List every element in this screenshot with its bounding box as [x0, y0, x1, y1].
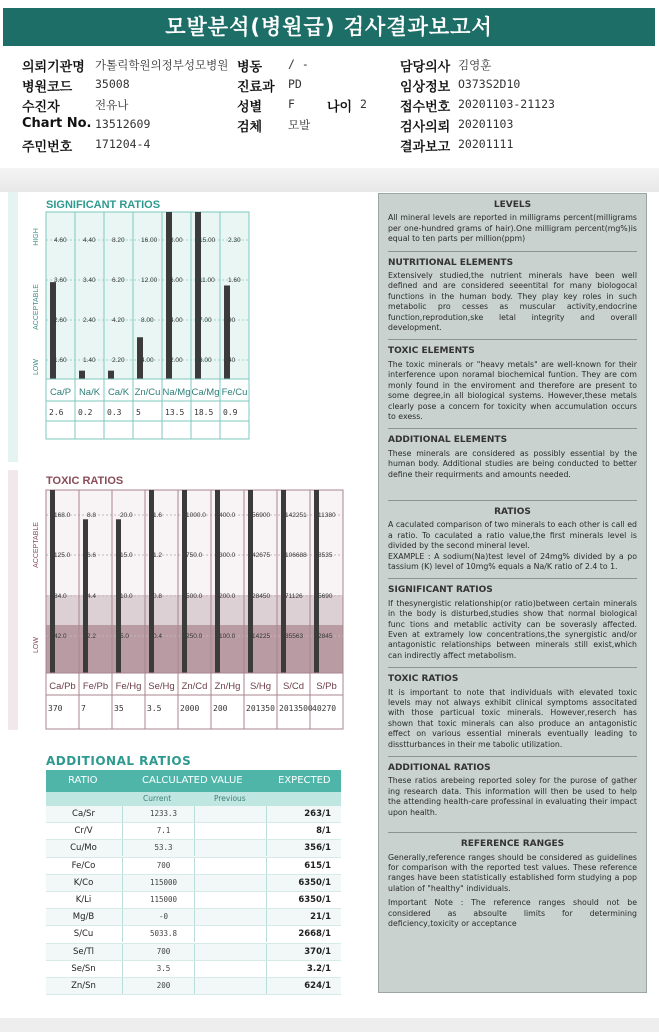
- additional-ratios-text: These ratios arebeing reported soley for the purose of gather ing research data. This information will then be used to help the attending health-care professinal in evaluating their impact upon health.: [388, 776, 637, 817]
- scale-tick: 2.60: [54, 317, 67, 324]
- explanation-panel: [378, 193, 647, 993]
- scale-tick: 106688: [285, 552, 307, 559]
- cell-divider: [122, 978, 123, 994]
- scale-tick: 2.20: [112, 357, 125, 364]
- current-cell: -0: [158, 912, 169, 922]
- cell-divider: [266, 806, 267, 822]
- category-label: Ca/P: [49, 387, 72, 398]
- cell-divider: [266, 875, 267, 891]
- cell-divider: [122, 892, 123, 908]
- ratio-cell: Ca/Sr: [72, 809, 95, 819]
- age-label: 나이: [327, 100, 353, 115]
- current-cell: 115000: [149, 894, 178, 904]
- significant-ratios-svg: [8, 192, 348, 472]
- levels-text: All mineral levels are reported in milligrams percent(milligrams per one-hundred grams of hair).One milligram percent(mg%)is equal to ten parts per million(ppm): [388, 213, 637, 244]
- category-label: Na/K: [78, 387, 101, 398]
- toxic-heading: TOXIC ELEMENTS: [388, 346, 475, 357]
- value-label: 0.3: [107, 408, 122, 417]
- cell-divider: [266, 926, 267, 942]
- receipt-label: 접수번호: [400, 100, 451, 115]
- scale-tick: 2.2: [87, 633, 97, 640]
- value-label: 18.5: [194, 408, 214, 417]
- ward-label: 병동: [237, 60, 263, 75]
- table-row: [46, 840, 341, 857]
- footer-band: [0, 1018, 659, 1032]
- cell-divider: [194, 892, 195, 908]
- scale-tick: 2.00: [170, 357, 183, 364]
- ward-value: / -: [288, 57, 309, 71]
- table-row: [46, 978, 341, 995]
- specimen-label: 검체: [237, 120, 263, 135]
- cell-divider: [122, 858, 123, 874]
- doctor-value: 김영훈: [458, 58, 492, 72]
- bar-na-k: [79, 371, 85, 379]
- expected-cell: 615/1: [304, 860, 331, 871]
- clinical-label: 임상정보: [400, 80, 451, 95]
- cell-divider: [266, 823, 267, 839]
- table-row: [46, 961, 341, 978]
- expected-cell: 8/1: [316, 826, 331, 837]
- scale-tick: 200.0: [219, 593, 236, 600]
- current-cell: 200: [156, 980, 171, 990]
- zone-label-acceptable: ACCEPTABLE: [33, 284, 40, 330]
- value-label: 40270: [312, 704, 337, 713]
- category-label: S/Pb: [316, 681, 337, 692]
- value-label: 201350: [246, 704, 275, 713]
- cell-divider: [266, 978, 267, 994]
- ratio-cell: K/Co: [73, 877, 94, 888]
- scale-tick: 1.2: [153, 552, 163, 559]
- bar-ca-p: [50, 282, 56, 379]
- category-label: Se/Hg: [148, 681, 175, 692]
- category-label: Zn/Cu: [134, 387, 161, 398]
- scale-tick: 5690: [318, 593, 333, 600]
- current-cell: 7.1: [156, 826, 171, 836]
- value-label: 5: [136, 408, 141, 417]
- scale-tick: 4.40: [83, 237, 96, 244]
- ratio-cell: Mg/B: [72, 912, 95, 923]
- scale-tick: 8.00: [141, 317, 154, 324]
- ratio-cell: Cu/Mo: [70, 843, 97, 854]
- value-label: 13.5: [165, 408, 185, 417]
- hospital-code-value: 35008: [95, 77, 130, 91]
- scale-tick: 4.20: [112, 317, 125, 324]
- scale-tick: 15.0: [120, 552, 133, 559]
- scale-tick: 168.0: [54, 512, 71, 519]
- scale-tick: 400.0: [219, 512, 236, 519]
- ratio-cell: Cr/V: [74, 826, 93, 837]
- ratios-heading: RATIOS: [494, 506, 531, 517]
- section-divider: [0, 168, 659, 192]
- table-row: [46, 944, 341, 961]
- scale-tick: 6.6: [87, 552, 97, 559]
- scale-tick: 84.0: [54, 593, 67, 600]
- scale-tick: 12.00: [141, 277, 158, 284]
- hospital-code-label: 병원코드: [22, 80, 73, 95]
- cell-divider: [122, 806, 123, 822]
- scale-tick: 16.00: [141, 237, 158, 244]
- sub-current: Current: [143, 794, 172, 803]
- cell-divider: [122, 875, 123, 891]
- cell-divider: [266, 944, 267, 960]
- scale-tick: 40: [228, 357, 236, 364]
- scale-tick: 142251: [285, 512, 307, 519]
- toxic-ratios-svg: [8, 470, 350, 740]
- cell-divider: [194, 926, 195, 942]
- cell-divider: [194, 978, 195, 994]
- zone-acceptable-bg: [46, 490, 343, 595]
- value-label: 2.6: [49, 408, 64, 417]
- scale-tick: 3.60: [54, 277, 67, 284]
- chart-no-label: Chart No.: [22, 116, 92, 131]
- scale-tick: 125.0: [54, 552, 71, 559]
- ratio-cell: Se/Tl: [72, 946, 95, 957]
- cell-divider: [122, 840, 123, 856]
- cell-divider: [266, 961, 267, 977]
- scale-tick: 8.00: [170, 237, 183, 244]
- scale-tick: 1.6: [153, 512, 163, 519]
- scale-tick: 6.00: [170, 277, 183, 284]
- current-cell: 115000: [149, 877, 178, 887]
- cell-divider: [122, 961, 123, 977]
- cell-divider: [194, 823, 195, 839]
- report-title: 모발분석(병원급) 검사결과보고서: [3, 8, 655, 46]
- request-label: 검사의뢰: [400, 120, 451, 135]
- request-value: 20201103: [458, 117, 514, 131]
- scale-tick: 3.40: [83, 277, 96, 284]
- scale-tick: 42.0: [54, 633, 67, 640]
- dept-value: PD: [288, 77, 302, 91]
- category-label: S/Cd: [282, 681, 305, 692]
- scale-tick: 1.40: [83, 357, 96, 364]
- specimen-value: 모발: [288, 118, 311, 132]
- scale-tick: 8.8: [87, 512, 97, 519]
- chart-title: SIGNIFICANT RATIOS: [46, 199, 161, 211]
- cell-divider: [122, 926, 123, 942]
- report-label: 결과보고: [400, 140, 451, 155]
- zone-label-low: LOW: [33, 637, 40, 653]
- sex-value: F: [288, 97, 295, 111]
- sex-label: 성별: [237, 100, 263, 115]
- value-label: 370: [48, 704, 63, 713]
- cell-divider: [194, 909, 195, 925]
- expected-cell: 370/1: [304, 946, 331, 957]
- cell-divider: [266, 909, 267, 925]
- category-label: Fe/Cu: [221, 387, 248, 398]
- scale-tick: 1.60: [228, 277, 241, 284]
- value-label: 2000: [180, 704, 200, 713]
- category-label: Fe/Pb: [82, 681, 109, 692]
- cell-divider: [266, 892, 267, 908]
- cell-divider: [122, 944, 123, 960]
- cell-divider: [194, 944, 195, 960]
- scale-tick: 750.0: [186, 552, 203, 559]
- cell-divider: [194, 961, 195, 977]
- scale-tick: 71126: [285, 593, 303, 600]
- significant-text: If thesynergistic relationship(or ratio)between certain minerals in the body is disturbed,studies show that normal biological func tions and metablic activity can be soverasly affected. Even at extramely low concentrations,the synergistic and/or antagonistic relationships between minerals still exist,which can indirectly affect metabolism.: [388, 598, 637, 660]
- cell-divider: [122, 909, 123, 925]
- expected-cell: 356/1: [304, 843, 331, 854]
- clinical-value: O373S2D10: [458, 77, 521, 91]
- institution-value: 가톨릭학원의정부성모병원: [95, 58, 229, 72]
- cell-divider: [122, 823, 123, 839]
- scale-tick: 1.60: [54, 357, 67, 364]
- table-row: [46, 875, 341, 892]
- dept-label: 진료과: [237, 80, 275, 95]
- scale-tick: 28450: [252, 593, 271, 600]
- patient-info: [0, 54, 659, 164]
- value-label: 35: [114, 704, 124, 713]
- value-label: 200: [213, 704, 228, 713]
- table-row: [46, 806, 341, 823]
- reference-text: Generally,reference ranges should be considered as guidelines for comparison with the reported test values. These reference ranges have been statistically established form studying a pop ulation of "healthy" individuals.: [388, 852, 637, 893]
- scale-tick: 11.00: [199, 277, 215, 284]
- current-cell: 700: [156, 860, 171, 870]
- id-value: 171204-4: [95, 137, 151, 151]
- category-label: Ca/Pb: [49, 681, 76, 692]
- current-cell: 3.5: [156, 963, 171, 973]
- ratios-text: A caculated comparison of two minerals to each other is call ed a ratio. To caculated a ratio value,the first minerals level is divided by the second mineral level.: [388, 520, 637, 551]
- col-calculated: CALCULATED VALUE: [142, 775, 243, 786]
- chart-no-value: 13512609: [95, 117, 151, 131]
- additional-ratios-header: [46, 770, 341, 792]
- additional-ratios-heading: ADDITIONAL RATIOS: [388, 763, 491, 774]
- expected-cell: 3.2/1: [306, 963, 331, 974]
- value-label: 7: [81, 704, 86, 713]
- report-value: 20201111: [458, 137, 514, 151]
- scale-tick: 3.00: [199, 357, 212, 364]
- scale-tick: 8.20: [112, 237, 125, 244]
- category-label: Fe/Hg: [115, 681, 142, 692]
- ratio-cell: K/Li: [75, 894, 92, 905]
- institution-label: 의뢰기관명: [22, 60, 85, 75]
- bar-ca-k: [108, 371, 114, 379]
- scale-tick: 4.4: [87, 593, 97, 600]
- category-label: Zn/Hg: [214, 681, 241, 692]
- expected-cell: 6350/1: [298, 894, 331, 905]
- scale-tick: 300.0: [219, 552, 236, 559]
- chart-title: TOXIC RATIOS: [46, 475, 124, 487]
- cell-divider: [194, 840, 195, 856]
- scale-tick: 4.00: [170, 317, 183, 324]
- scale-tick: 20.0: [120, 512, 133, 519]
- scale-tick: 4.60: [54, 237, 67, 244]
- nutritional-heading: NUTRITIONAL ELEMENTS: [388, 257, 514, 268]
- left-stripe: [8, 192, 18, 462]
- ratio-cell: Zn/Sn: [71, 980, 96, 991]
- scale-tick: 35563: [285, 633, 304, 640]
- patient-label: 수진자: [22, 100, 60, 115]
- scale-tick: 7.00: [199, 317, 212, 324]
- ratios-example: EXAMPLE : A sodium(Na)test level of 24mg% divided by a po tassium (K) level of 10mg% equals a Na/K ratio of 2.4 to 1.: [388, 551, 637, 571]
- table-row: [46, 909, 341, 926]
- cell-divider: [194, 858, 195, 874]
- scale-tick: 1000.0: [186, 512, 206, 519]
- value-label: 0.2: [78, 408, 93, 417]
- category-label: Zn/Cd: [181, 681, 208, 692]
- ratio-cell: S/Cu: [73, 929, 94, 940]
- table-row: [46, 926, 341, 943]
- scale-tick: 0.4: [153, 633, 163, 640]
- scale-tick: 100.0: [219, 633, 236, 640]
- additional-ratios-subheader: [46, 792, 341, 806]
- col-ratio: RATIO: [68, 775, 98, 786]
- category-label: Na/Mg: [162, 387, 191, 398]
- zone-label-high: HIGH: [33, 228, 40, 246]
- ratio-cell: Fe/Co: [71, 860, 96, 871]
- table-row: [46, 858, 341, 875]
- value-label: 2013500: [279, 704, 313, 713]
- receipt-value: 20201103-21123: [458, 97, 555, 111]
- additional-heading: ADDITIONAL ELEMENTS: [388, 435, 508, 446]
- scale-tick: 4.00: [141, 357, 154, 364]
- scale-tick: 2.30: [228, 237, 241, 244]
- zone-label-acceptable: ACCEPTABLE: [33, 522, 40, 568]
- doctor-label: 담당의사: [400, 60, 451, 75]
- scale-tick: 56900: [252, 512, 271, 519]
- value-label: 3.5: [147, 704, 162, 713]
- table-row: [46, 823, 341, 840]
- zone-label-low: LOW: [33, 359, 40, 375]
- value-label: 0.9: [223, 408, 238, 417]
- id-label: 주민번호: [22, 140, 73, 155]
- category-label: Ca/Mg: [191, 387, 220, 398]
- additional-text: These minerals are considered as possibly essential by the human body. Additional studies are being conducted to better define their requirments and amounts needed.: [388, 448, 637, 479]
- significant-heading: SIGNIFICANT RATIOS: [388, 585, 493, 596]
- category-label: Ca/K: [107, 387, 130, 398]
- scale-tick: 250.0: [186, 633, 203, 640]
- additional-ratios-title: ADDITIONAL RATIOS: [46, 754, 192, 768]
- scale-tick: 11380: [318, 512, 336, 519]
- reference-heading: REFERENCE RANGES: [460, 839, 565, 850]
- scale-tick: 14225: [252, 633, 271, 640]
- left-stripe: [8, 470, 18, 730]
- toxic-text: The toxic minerals or "heavy metals" are well-known for their interference upon noramal biochemical funtion. They are com monly found in the enviroment and therefore are present to some degree,in all biological systems. However,these metals clearly pose a concern for toxicity when accumulation occurs to exess.: [388, 359, 637, 421]
- current-cell: 53.3: [154, 843, 173, 853]
- patient-value: 전유나: [95, 98, 129, 112]
- current-cell: 5033.8: [149, 929, 178, 939]
- scale-tick: 6.20: [112, 277, 125, 284]
- table-row: [46, 892, 341, 909]
- expected-cell: 263/1: [304, 809, 331, 819]
- col-expected: EXPECTED: [278, 775, 331, 786]
- scale-tick: 5.0: [120, 633, 130, 640]
- scale-tick: 90: [228, 317, 236, 324]
- scale-tick: 8535: [318, 552, 333, 559]
- toxic-ratios-text: It is important to note that individuals with elevated toxic levels may not always exhibit clinical symptoms associtated with those particual toxic minerals. However,reserch has shown that toxic minerals can also produce an antagonistic effect on various essential minerals eventually leading to disstturbances in their me tabolic utilization.: [388, 687, 637, 749]
- cell-divider: [266, 840, 267, 856]
- cell-divider: [266, 858, 267, 874]
- expected-cell: 624/1: [304, 980, 331, 991]
- category-label: S/Hg: [249, 681, 272, 692]
- important-note: Important Note : The reference ranges should not be considered as absoulte limits for determining deficiency,toxicity or acceptance: [388, 898, 637, 928]
- scale-tick: 10.0: [120, 593, 133, 600]
- ratio-cell: Se/Sn: [71, 963, 96, 974]
- age-value: 2: [360, 97, 367, 111]
- levels-heading: LEVELS: [493, 200, 532, 210]
- expected-cell: 21/1: [310, 912, 331, 923]
- current-cell: 700: [156, 946, 171, 956]
- scale-tick: 2845: [318, 633, 333, 640]
- cell-divider: [194, 806, 195, 822]
- bar-fe-cu: [224, 285, 230, 379]
- additional-ratios-rows: [46, 806, 341, 995]
- scale-tick: 15.00: [199, 237, 216, 244]
- sub-previous: Previous: [214, 794, 246, 803]
- nutritional-text: Extensively studied,the nutrient minerals have been well defined and are considered seeentital for many biologocal functions in the human body. They play key roles in such metabolic pro cesses as muscular activity,endocrine function,reprodution,ske letal integrity and overall development.: [388, 271, 637, 333]
- scale-tick: 42675: [252, 552, 271, 559]
- expected-cell: 6350/1: [298, 877, 331, 888]
- scale-tick: 500.0: [186, 593, 203, 600]
- expected-cell: 2668/1: [298, 929, 331, 940]
- cell-divider: [194, 875, 195, 891]
- current-cell: 1233.3: [149, 809, 178, 818]
- scale-tick: 0.8: [153, 593, 163, 600]
- scale-tick: 2.40: [83, 317, 96, 324]
- toxic-ratios-heading: TOXIC RATIOS: [388, 674, 459, 685]
